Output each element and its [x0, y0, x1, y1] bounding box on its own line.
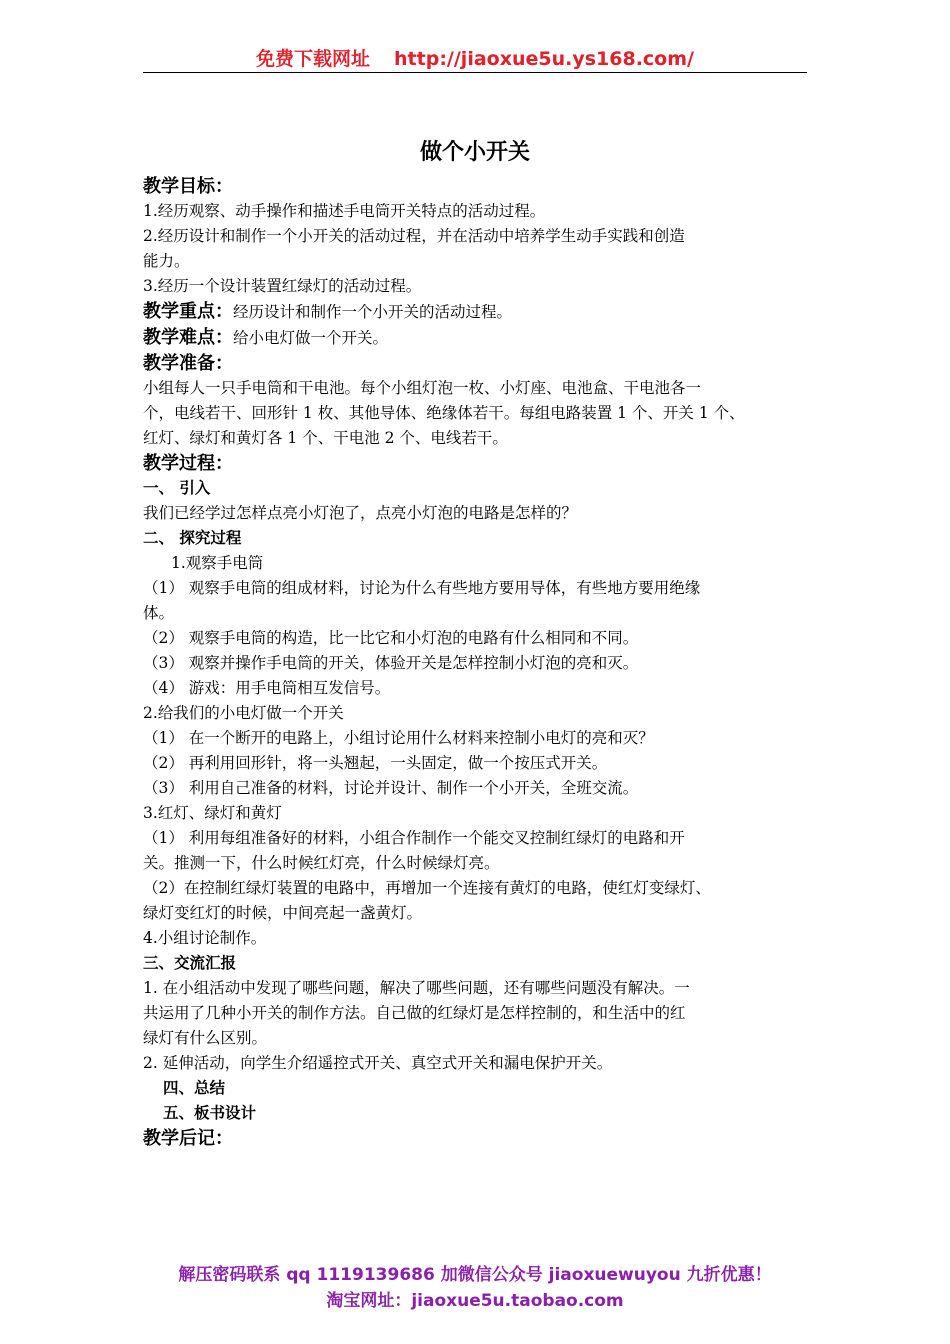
list-item: 共运用了几种小开关的制作方法。自己做的红绿灯是怎样控制的，和生活中的红 [143, 1004, 686, 1022]
section-2-subtitle: 2.给我们的小电灯做一个开关 [143, 704, 344, 722]
list-item: （3） 观察并操作手电筒的开关，体验开关是怎样控制小灯泡的亮和灭。 [143, 654, 639, 672]
section-3-title: 三、交流汇报 [143, 954, 237, 972]
header-banner [143, 44, 807, 71]
difficulty-row [143, 325, 811, 351]
section-2-subtitle: 4.小组讨论制作。 [143, 929, 267, 947]
goals-line: 1.经历观察、动手操作和描述手电筒开关特点的活动过程。 [143, 202, 546, 220]
section-2-subtitle: 3.红灯、绿灯和黄灯 [143, 804, 282, 822]
prep-line: 红灯、绿灯和黄灯各 1 个、干电池 2 个、电线若干。 [143, 429, 508, 447]
list-item: （3） 利用自己准备的材料，讨论并设计、制作一个小开关，全班交流。 [143, 779, 639, 797]
difficulty-heading: 教学难点： [143, 327, 233, 348]
goals-heading: 教学目标： [143, 176, 233, 197]
header-label: 免费下载网址 [256, 48, 371, 70]
afterword-heading: 教学后记： [143, 1128, 233, 1149]
list-item: （1） 观察手电筒的组成材料，讨论为什么有些地方要用导体，有些地方要用绝缘 [143, 579, 701, 597]
process-heading: 教学过程： [143, 453, 233, 474]
focus-row [143, 299, 811, 325]
prep-heading: 教学准备： [143, 353, 233, 374]
document-body [143, 174, 811, 1151]
list-item: 1. 在小组活动中发现了哪些问题，解决了哪些问题，还有哪些问题没有解决。一 [143, 979, 690, 997]
header-divider [143, 72, 807, 73]
list-item: 关。推测一下，什么时候红灯亮，什么时候绿灯亮。 [143, 854, 500, 872]
list-item: 绿灯有什么区别。 [143, 1029, 268, 1047]
section-1-title: 一、 引入 [143, 479, 211, 497]
list-item: （1） 在一个断开的电路上，小组讨论用什么材料来控制小电灯的亮和灭？ [143, 729, 654, 747]
goals-line: 3.经历一个设计装置红绿灯的活动过程。 [143, 277, 422, 295]
section-4-title: 四、总结 [163, 1079, 226, 1097]
list-item: 绿灯变红灯的时候，中间亮起一盏黄灯。 [143, 904, 423, 922]
section-2-subtitle: 1.观察手电筒 [171, 554, 264, 572]
focus-text: 经历设计和制作一个小开关的活动过程。 [233, 303, 513, 321]
list-item: （4） 游戏：用手电筒相互发信号。 [143, 679, 391, 697]
list-item: （2） 观察手电筒的构造，比一比它和小灯泡的电路有什么相同和不同。 [143, 629, 639, 647]
list-item: 体。 [143, 604, 175, 622]
list-item: （2）在控制红绿灯装置的电路中，再增加一个连接有黄灯的电路，使红灯变绿灯、 [143, 879, 711, 897]
goals-line: 2.经历设计和制作一个小开关的活动过程，并在活动中培养学生动手实践和创造 [143, 227, 685, 245]
section-2-title: 二、 探究过程 [143, 529, 242, 547]
list-item: （2） 再利用回形针，将一头翘起，一头固定，做一个按压式开关。 [143, 754, 608, 772]
prep-line: 个，电线若干、回形针 1 枚、其他导体、绝缘体若干。每组电路装置 1 个、开关 1 个、 [143, 404, 745, 422]
difficulty-text: 给小电灯做一个开关。 [233, 329, 389, 347]
footer-contact: 解压密码联系 qq 1119139686 加微信公众号 jiaoxuewuyou 九折优惠！ [178, 1265, 772, 1285]
list-item: 2. 延伸活动，向学生介绍遥控式开关、真空式开关和漏电保护开关。 [143, 1054, 613, 1072]
section-1-text: 我们已经学过怎样点亮小灯泡了，点亮小灯泡的电路是怎样的？ [143, 504, 578, 522]
section-5-title: 五、板书设计 [163, 1104, 257, 1122]
goals-line: 能力。 [143, 252, 190, 270]
prep-line: 小组每人一只手电筒和干电池。每个小组灯泡一枚、小灯座、电池盒、干电池各一 [143, 379, 702, 397]
list-item: （1） 利用每组准备好的材料，小组合作制作一个能交叉控制红绿灯的电路和开 [143, 829, 685, 847]
focus-heading: 教学重点： [143, 301, 233, 322]
footer-shop-link[interactable]: 淘宝网址：jiaoxue5u.taobao.com [326, 1291, 624, 1311]
header-url-link[interactable]: http://jiaoxue5u.ys168.com/ [394, 48, 694, 70]
page-title: 做个小开关 [419, 140, 530, 165]
